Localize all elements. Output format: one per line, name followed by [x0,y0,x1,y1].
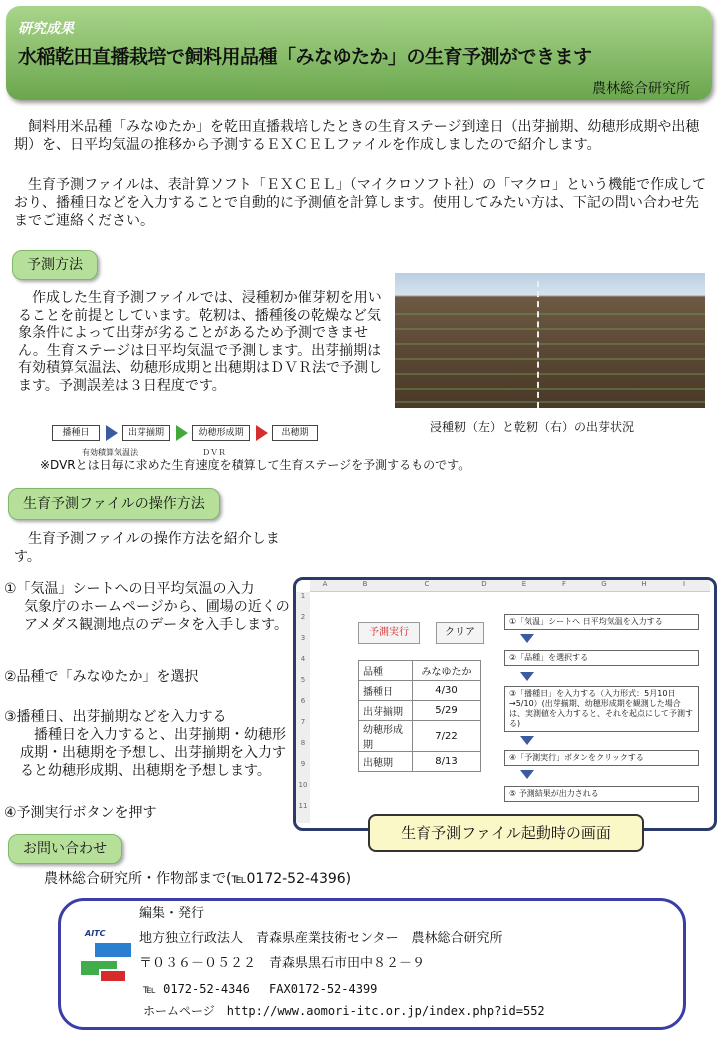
row-header: 9 [300,760,306,768]
row-header: 6 [300,697,306,705]
instruction-step-1: ①「気温」シートへ 日平均気温を入力する [504,614,699,630]
flow-arrow-blue [106,425,118,441]
ops-step3-body: 播種日を入力すると、出芽揃期・幼穂形成期・出穂期を予想し、出芽揃期を入力すると幼穂形成期、出穂期を予想します。 [20,727,286,779]
table-label-cell: 幼穂形成期 [359,721,413,752]
row-header: 3 [300,634,306,642]
footer-editor: 編集・発行 [139,906,205,921]
col-header: D [481,580,487,588]
flow-step-heading: 出穂期 [272,425,318,441]
header-tag: 研究成果 [18,21,74,37]
photo-caption: 浸種籾（左）と乾籾（右）の出芽状況 [430,420,635,434]
run-prediction-button[interactable]: 予測実行 [358,622,420,644]
row-header: 4 [300,655,306,663]
flow-sub-2: ＤＶＲ [202,448,226,457]
method-section-label: 予測方法 [12,250,98,280]
sowing-date-input[interactable]: 4/30 [413,681,481,701]
table-label-cell: 出芽揃期 [359,701,413,721]
ops-intro: 生育予測ファイルの操作方法を紹介します。 [14,531,280,565]
publisher-footer [58,898,686,1030]
col-header: E [521,580,527,588]
flow-arrow-green [176,425,188,441]
row-header-column [296,592,310,823]
col-header: C [424,580,430,588]
method-text: 作成した生育予測ファイルでは、浸種籾か催芽籾を用いることを前提としています。乾籾は、播種後の乾燥など気象条件によって出芽が劣ることがあるため予測できません。生育ステージは日平均気温で予測します。出芽揃期は有効積算気温法、幼穂形成期と出穂期はＤＶＲ法で予測します。予測誤差は３日程度です。 [18,290,382,394]
header-org: 農林総合研究所 [592,81,690,97]
flow-step-panicle: 幼穂形成期 [192,425,250,441]
flow-step-sowing: 播種日 [52,425,100,441]
ops-section-label: 生育予測ファイルの操作方法 [8,488,220,520]
logo-text: AITC [85,929,106,938]
variety-select[interactable]: みなゆたか [413,661,481,681]
clear-button[interactable]: クリア [436,622,484,644]
instruction-step-3: ③「播種日」を入力する（入力形式：5月10日 →5/10）(出芽揃期、幼穂形成期を観測した場合は、実測値を入力すると、それを起点にして予測する) [504,686,699,732]
flow-sub-1: 有効積算気温法 [82,448,138,457]
instruction-step-4: ④「予測実行」ボタンをクリックする [504,750,699,766]
table-row [359,721,481,752]
table-label-cell: 播種日 [359,681,413,701]
down-arrow-icon [520,672,534,681]
emergence-date-input[interactable]: 5/29 [413,701,481,721]
col-header: G [601,580,607,588]
table-label-cell: 出穂期 [359,752,413,772]
row-header: 11 [298,802,308,810]
row-header: 8 [300,739,306,747]
table-row [359,661,481,681]
aitc-logo [71,929,135,989]
excel-screenshot [293,577,717,831]
ops-step1-body: 気象庁のホームページから、圃場の近くのアメダス観測地点のデータを入手します。 [24,599,290,633]
col-header: H [641,580,647,588]
down-arrow-icon [520,736,534,745]
col-header: B [362,580,368,588]
row-header: 7 [300,718,306,726]
ops-step1-title: ①「気温」シートへの日平均気温の入力 [4,581,255,597]
contact-text: 農林総合研究所・作物部まで(℡0172-52-4396) [44,871,352,887]
footer-address: 〒０３６－０５２２ 青森県黒石市田中８２－９ [139,956,426,971]
table-row [359,752,481,772]
col-header: I [682,580,686,588]
down-arrow-icon [520,634,534,643]
heading-date-cell: 8/13 [413,752,481,772]
col-header: A [322,580,328,588]
table-label-cell: 品種 [359,661,413,681]
ops-step2-title: ②品種で「みなゆたか」を選択 [4,669,199,685]
field-photo [395,273,705,408]
instruction-step-5: ⑤ 予測結果が出力される [504,786,699,802]
column-header-row [310,580,710,592]
row-header: 2 [300,613,306,621]
footer-homepage-link[interactable]: ホームページ http://www.aomori-itc.or.jp/index.php?id=552 [143,1004,545,1018]
panicle-date-cell: 7/22 [413,721,481,752]
screenshot-caption: 生育予測ファイル起動時の画面 [368,814,644,852]
ops-step4-title: ④予測実行ボタンを押す [4,805,157,821]
intro-paragraph-2: 生育予測ファイルは、表計算ソフト「ＥＸＣＥＬ」（マイクロソフト社）の「マクロ」という機能で作成しており、播種日などを入力することで自動的に予測値を計算します。使用してみたい方は、下記の問い合わせ先までご連絡ください。 [14,177,707,229]
flow-arrow-red [256,425,268,441]
footer-organization: 地方独立行政法人 青森県産業技術センター 農林総合研究所 [139,931,503,946]
row-header: 10 [298,781,308,789]
input-table [358,660,481,772]
flow-step-emergence: 出芽揃期 [122,425,170,441]
contact-section-label: お問い合わせ [8,834,122,864]
row-header: 5 [300,676,306,684]
row-header: 1 [300,592,306,600]
table-row [359,701,481,721]
instruction-step-2: ②「品種」を選択する [504,650,699,666]
table-row [359,681,481,701]
footer-phone: ℡ 0172-52-4346 FAX0172-52-4399 [143,982,378,996]
page-title: 水稲乾田直播栽培で飼料用品種「みなゆたか」の生育予測ができます [18,46,592,68]
down-arrow-icon [520,770,534,779]
col-header: F [561,580,567,588]
intro-paragraph-1: 飼料用米品種「みなゆたか」を乾田直播栽培したときの生育ステージ到達日（出芽揃期、幼穂形成期や出穂期）を、日平均気温の推移から予測するＥＸＣＥＬファイルを作成しましたので紹介します。 [14,119,700,153]
ops-step3-title: ③播種日、出芽揃期などを入力する [4,709,227,725]
dvr-note: ※DVRとは日毎に求めた生育速度を積算して生育ステージを予測するものです。 [40,458,471,472]
